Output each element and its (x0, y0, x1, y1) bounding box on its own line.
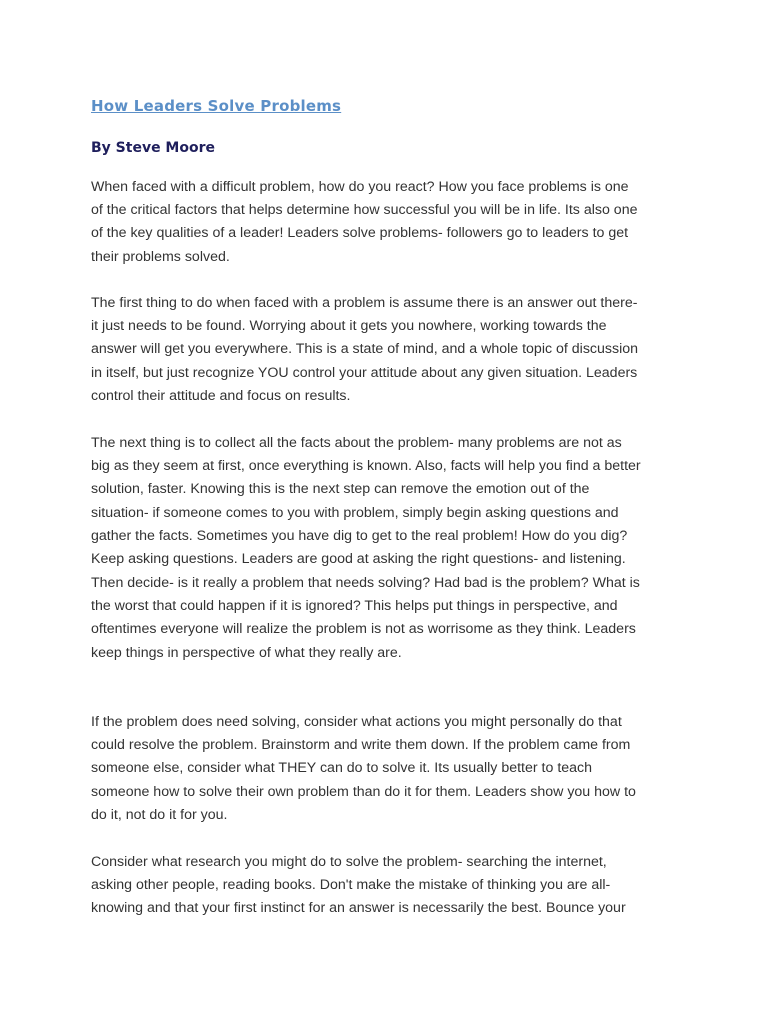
paragraph-line: the worst that could happen if it is ignored? This helps put things in perspective, and (91, 598, 618, 615)
article-title[interactable]: How Leaders Solve Problems (91, 97, 342, 115)
paragraph-line: big as they seem at first, once everything is known. Also, facts will help you find a better (91, 458, 641, 475)
paragraph-4 (91, 572, 640, 665)
paragraph-line: solution, faster. Knowing this is the next step can remove the emotion out of the (91, 481, 590, 498)
paragraph-line: it just needs to be found. Worrying about it gets you nowhere, working towards the (91, 318, 607, 335)
paragraph-line: keep things in perspective of what they really are. (91, 644, 402, 661)
paragraph-line: If the problem does need solving, consider what actions you might personally do that (91, 714, 622, 730)
paragraph-line: situation- if someone comes to you with problem, simply begin asking questions and (91, 504, 619, 521)
paragraph-line: Then decide- is it really a problem that needs solving? Had bad is the problem? What is (91, 575, 640, 591)
paragraph-line: oftentimes everyone will realize the problem is not as worrisome as they think. Leaders (91, 621, 636, 638)
paragraph-line: The first thing to do when faced with a problem is assume there is an answer out there- (91, 295, 638, 311)
paragraph-line: do it, not do it for you. (91, 806, 228, 823)
paragraph-line: answer will get you everywhere. This is a state of mind, and a whole topic of discussion (91, 341, 639, 358)
paragraph-line: of the critical factors that helps determine how successful you will be in life. Its also one (91, 202, 638, 219)
paragraph-line: their problems solved. (91, 248, 230, 265)
paragraph-line: in itself, but just recognize YOU control your attitude about any given situation. Leaders (91, 364, 638, 381)
paragraph-line: Keep asking questions. Leaders are good at asking the right questions- and listening. (91, 551, 626, 568)
document-page (91, 96, 681, 917)
paragraph-line: When faced with a difficult problem, how do you react? How you face problems is one (91, 179, 629, 195)
paragraph-line: someone else, consider what THEY can do to solve it. Its usually better to teach (91, 760, 593, 777)
paragraph-line: The next thing is to collect all the facts about the problem- many problems are not as (91, 435, 622, 451)
paragraph-line: knowing and that your first instinct for an answer is necessarily the best. Bounce your (91, 900, 626, 917)
paragraph-2 (91, 292, 638, 408)
paragraph-3 (91, 432, 641, 571)
paragraph-1 (91, 176, 637, 269)
paragraph-line: control their attitude and focus on results. (91, 387, 351, 404)
paragraph-line: Consider what research you might do to solve the problem- searching the internet, (91, 854, 607, 870)
paragraph-line: asking other people, reading books. Don't make the mistake of thinking you are all- (91, 877, 611, 894)
paragraph-6 (91, 851, 626, 921)
paragraph-line: gather the facts. Sometimes you have dig to get to the real problem! How do you dig? (91, 527, 628, 544)
paragraph-line: someone how to solve their own problem than do it for them. Leaders show you how to (91, 783, 636, 800)
paragraph-line: could resolve the problem. Brainstorm and write them down. If the problem came from (91, 737, 631, 754)
paragraph-5 (91, 711, 636, 827)
article-byline: By Steve Moore (91, 140, 216, 156)
paragraph-line: of the key qualities of a leader! Leaders solve problems- followers go to leaders to get (91, 225, 629, 242)
